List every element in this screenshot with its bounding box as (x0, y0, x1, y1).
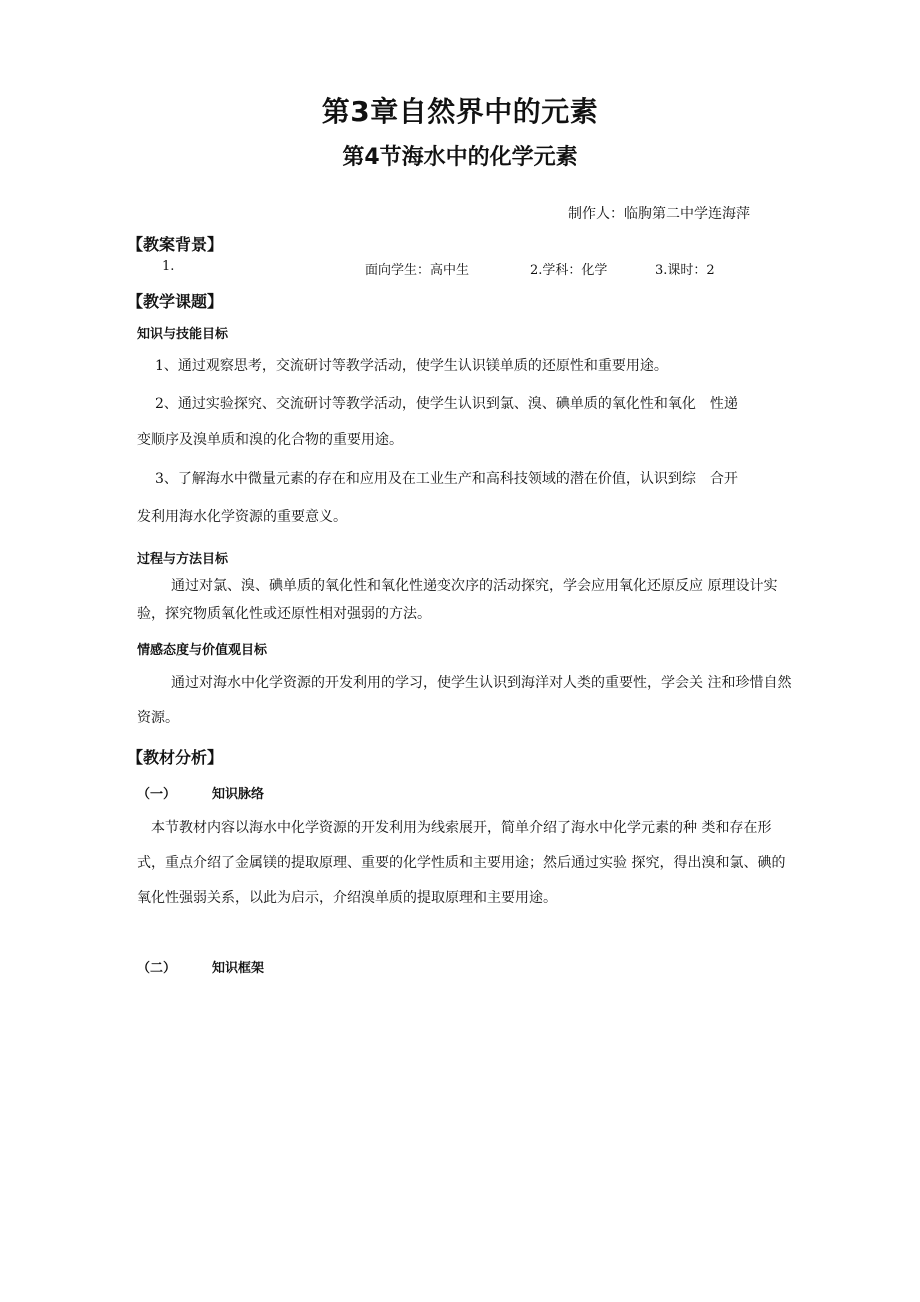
process-goal-text: 通过对氯、溴、碘单质的氧化性和氧化性递变次序的活动探究，学会应用氧化还原反应 原理设计实验，探究物质氧化性或还原性相对强弱的方法。 (137, 578, 778, 622)
analysis-part-1-text: 本节教材内容以海水中化学资源的开发利用为线索展开，简单介绍了海水中化学元素的种 类和存在形式，重点介绍了金属镁的提取原理、重要的化学性质和主要用途；然后通过实验 探究，得出溴和氯、碘的氧化性强弱关系，以此为启示，介绍溴单质的提取原理和主要用途。 (137, 820, 786, 906)
author-line: 制作人：临朐第二中学连海萍 (568, 206, 750, 222)
analysis-part-2-title: 知识框架 (212, 961, 265, 976)
knowledge-item-2-line-1: 2、通过实验探究、交流研讨等教学活动，使学生认识到氯、溴、碘单质的氧化性和氧化 性递 (155, 396, 738, 412)
knowledge-goal-heading: 知识与技能目标 (137, 327, 229, 342)
background-students: 面向学生：高中生 (365, 263, 470, 278)
knowledge-item-1: 1、通过观察思考，交流研讨等教学活动，使学生认识镁单质的还原性和重要用途。 (155, 358, 668, 374)
analysis-part-2-number: （二） (137, 961, 177, 976)
chapter-title: 第3章自然界中的元素 (321, 95, 599, 128)
knowledge-item-2-line-2: 变顺序及溴单质和溴的化合物的重要用途。 (137, 432, 403, 448)
background-heading: 【教案背景】 (127, 235, 224, 254)
topic-heading: 【教学课题】 (127, 292, 224, 311)
analysis-heading: 【教材分析】 (127, 748, 224, 767)
background-subject: 2.学科：化学 (530, 263, 608, 278)
emotion-goal-text: 通过对海水中化学资源的开发利用的学习，使学生认识到海洋对人类的重要性，学会关 注和珍惜自然资源。 (137, 675, 792, 726)
background-item-number: 1. (162, 259, 175, 274)
knowledge-item-3-line-2: 发利用海水化学资源的重要意义。 (137, 509, 347, 525)
process-goal-heading: 过程与方法目标 (137, 552, 229, 567)
analysis-part-1-title: 知识脉络 (212, 787, 265, 802)
analysis-part-1-number: （一） (137, 787, 177, 802)
background-hours: 3.课时：2 (655, 263, 715, 278)
emotion-goal-heading: 情感态度与价值观目标 (137, 643, 268, 658)
section-title: 第4节海水中的化学元素 (342, 145, 578, 170)
knowledge-item-3-line-1: 3、了解海水中微量元素的存在和应用及在工业生产和高科技领域的潜在价值，认识到综 合开 (155, 471, 738, 487)
